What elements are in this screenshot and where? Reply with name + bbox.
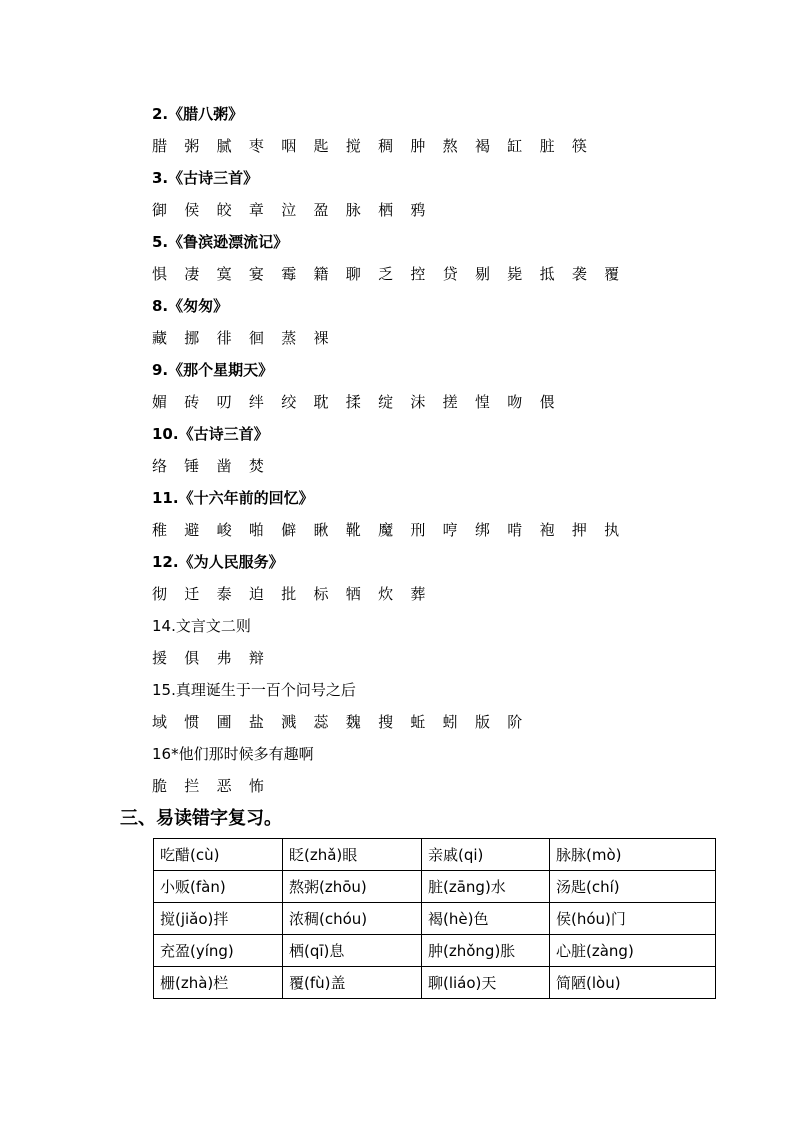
character: 脏 [539,137,555,155]
lesson-title: 2.《腊八粥》 [152,105,244,123]
character: 挪 [184,329,200,347]
table-cell: 心脏(zàng) [550,935,716,967]
character: 彻 [152,585,168,603]
character: 标 [313,585,329,603]
character-row [152,642,752,674]
character: 偎 [539,393,555,411]
character: 啪 [248,521,264,539]
lesson-title: 11.《十六年前的回忆》 [152,489,314,507]
character: 粥 [184,137,200,155]
character: 徘 [216,329,232,347]
character: 避 [184,521,200,539]
lesson-title: 10.《古诗三首》 [152,425,269,443]
table-cell: 肿(zhǒng)胀 [422,935,550,967]
character: 蒸 [281,329,297,347]
character: 吻 [507,393,523,411]
character: 络 [152,457,168,475]
character: 寞 [216,265,232,283]
lesson-title: 15.真理诞生于一百个问号之后 [152,681,356,699]
table-cell: 搅(jiǎo)拌 [154,903,283,935]
character: 袍 [539,521,555,539]
character: 腻 [216,137,232,155]
character: 稠 [378,137,394,155]
character: 筷 [571,137,587,155]
character: 溅 [281,713,297,731]
table-row [154,935,716,967]
character: 搓 [442,393,458,411]
character: 葬 [410,585,426,603]
character: 绞 [281,393,297,411]
character: 鸦 [410,201,426,219]
character: 咽 [281,137,297,155]
character: 峻 [216,521,232,539]
character: 刑 [410,521,426,539]
table-cell: 熬粥(zhōu) [283,871,422,903]
character: 炊 [378,585,394,603]
table-row [154,967,716,999]
character: 牺 [345,585,361,603]
character: 腊 [152,137,168,155]
character: 抵 [539,265,555,283]
table-cell: 小贩(fàn) [154,871,283,903]
lesson-title: 8.《匆匆》 [152,297,229,315]
character: 耽 [313,393,329,411]
character-row [152,322,752,354]
character: 皎 [216,201,232,219]
lesson-title: 16*他们那时候多有趣啊 [152,745,314,763]
character: 蕊 [313,713,329,731]
character: 缸 [507,137,523,155]
table-cell: 吃醋(cù) [154,839,283,871]
character: 锤 [184,457,200,475]
lesson-title: 14.文言文二则 [152,617,251,635]
character: 哼 [442,521,458,539]
character: 徊 [248,329,264,347]
table-cell: 脉脉(mò) [550,839,716,871]
character: 绽 [378,393,394,411]
character: 圃 [216,713,232,731]
character: 凿 [216,457,232,475]
character: 凄 [184,265,200,283]
character: 袭 [571,265,587,283]
character: 盈 [313,201,329,219]
character: 惯 [184,713,200,731]
character: 侯 [184,201,200,219]
character: 版 [474,713,490,731]
character: 域 [152,713,168,731]
character: 蚯 [410,713,426,731]
character: 执 [604,521,620,539]
character: 沫 [410,393,426,411]
character: 绑 [474,521,490,539]
character: 脉 [345,201,361,219]
table-cell: 充盈(yíng) [154,935,283,967]
character: 魔 [378,521,394,539]
character: 绊 [248,393,264,411]
character: 褐 [474,137,490,155]
character: 毙 [507,265,523,283]
pronunciation-table [153,838,716,999]
character-row [152,706,752,738]
character-row [152,258,752,290]
character: 瞅 [313,521,329,539]
character: 御 [152,201,168,219]
table-cell: 浓稠(chóu) [283,903,422,935]
character: 辩 [248,649,264,667]
character: 盐 [248,713,264,731]
character: 覆 [604,265,620,283]
section-heading: 三、易读错字复习。 [120,808,282,829]
character: 砖 [184,393,200,411]
character: 匙 [313,137,329,155]
character: 裸 [313,329,329,347]
table-cell: 汤匙(chí) [550,871,716,903]
lesson-title: 5.《鲁滨逊漂流记》 [152,233,289,251]
character: 揉 [345,393,361,411]
character: 阶 [507,713,523,731]
table-cell: 栖(qī)息 [283,935,422,967]
character-row [152,770,752,802]
table-cell: 聊(liáo)天 [422,967,550,999]
character-row [152,130,752,162]
character: 怖 [248,777,264,795]
character: 肿 [410,137,426,155]
character: 押 [571,521,587,539]
character: 脆 [152,777,168,795]
lesson-title: 12.《为人民服务》 [152,553,284,571]
character: 章 [248,201,264,219]
character-row [152,578,752,610]
character: 控 [410,265,426,283]
character: 媚 [152,393,168,411]
table-cell: 简陋(lòu) [550,967,716,999]
lesson-title: 3.《古诗三首》 [152,169,259,187]
character: 枣 [248,137,264,155]
character: 熬 [442,137,458,155]
table-cell: 褐(hè)色 [422,903,550,935]
table-cell: 覆(fù)盖 [283,967,422,999]
character: 拦 [184,777,200,795]
character: 搅 [345,137,361,155]
character: 援 [152,649,168,667]
character: 迁 [184,585,200,603]
character: 宴 [248,265,264,283]
character: 乏 [378,265,394,283]
lesson-title: 9.《那个星期天》 [152,361,274,379]
character: 剔 [474,265,490,283]
character: 僻 [281,521,297,539]
character: 弗 [216,649,232,667]
character: 栖 [378,201,394,219]
character-row [152,194,752,226]
character: 蚓 [442,713,458,731]
character: 恶 [216,777,232,795]
table-row [154,871,716,903]
character: 啃 [507,521,523,539]
table-row [154,903,716,935]
character: 惧 [152,265,168,283]
lesson-list [152,98,752,802]
character-row [152,514,752,546]
character: 搜 [378,713,394,731]
character: 惶 [474,393,490,411]
table-cell: 栅(zhà)栏 [154,967,283,999]
character: 靴 [345,521,361,539]
character-row [152,450,752,482]
character: 泣 [281,201,297,219]
character: 藏 [152,329,168,347]
character: 焚 [248,457,264,475]
character: 聊 [345,265,361,283]
character: 叨 [216,393,232,411]
character: 批 [281,585,297,603]
table-cell: 亲戚(qi) [422,839,550,871]
table-row [154,839,716,871]
character: 俱 [184,649,200,667]
character: 迫 [248,585,264,603]
table-cell: 侯(hóu)门 [550,903,716,935]
character-row [152,386,752,418]
table-cell: 眨(zhǎ)眼 [283,839,422,871]
character: 泰 [216,585,232,603]
table-cell: 脏(zāng)水 [422,871,550,903]
character: 贷 [442,265,458,283]
character: 魏 [345,713,361,731]
character: 稚 [152,521,168,539]
character: 籍 [313,265,329,283]
character: 霉 [281,265,297,283]
